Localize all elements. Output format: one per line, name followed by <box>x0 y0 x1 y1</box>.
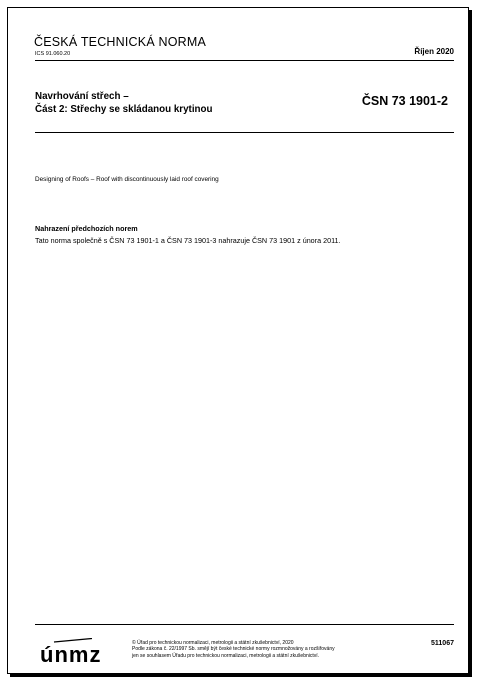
footer-divider <box>35 624 454 625</box>
standard-title <box>35 90 213 116</box>
english-title: Designing of Roofs – Roof with discontinuously laid roof covering <box>35 176 219 183</box>
replacement-heading: Nahrazení předchozích norem <box>35 224 138 233</box>
replacement-text: Tato norma společně s ČSN 73 1901-1 a ČSN 73 1901-3 nahrazuje ČSN 73 1901 z února 2011. <box>35 236 341 245</box>
unmz-logo <box>40 638 106 664</box>
copyright-line: © Úřad pro technickou normalizaci, metrologii a státní zkušebnictví, 2020 <box>132 640 294 646</box>
logo-text: únmz <box>40 642 102 664</box>
organization-title: ČESKÁ TECHNICKÁ NORMA <box>34 35 207 49</box>
standard-title-line1: Navrhování střech – <box>35 91 129 102</box>
document-number: 511067 <box>431 640 454 647</box>
top-divider <box>35 60 454 61</box>
document-page <box>7 7 469 674</box>
standard-title-line2: Část 2: Střechy se skládanou krytinou <box>35 104 213 115</box>
copyright-line: Podle zákona č. 22/1997 Sb. smějí být české technické normy rozmnožovány a rozšiřovány <box>132 646 335 653</box>
copyright-line: jen se souhlasem Úřadu pro technickou normalizaci, metrologii a státní zkušebnictví. <box>132 652 320 659</box>
copyright-notice <box>132 640 335 659</box>
issue-date: Říjen 2020 <box>414 47 454 56</box>
standard-number: ČSN 73 1901-2 <box>361 94 448 108</box>
ics-code: ICS 91.060.20 <box>35 51 71 57</box>
title-divider <box>35 132 454 133</box>
